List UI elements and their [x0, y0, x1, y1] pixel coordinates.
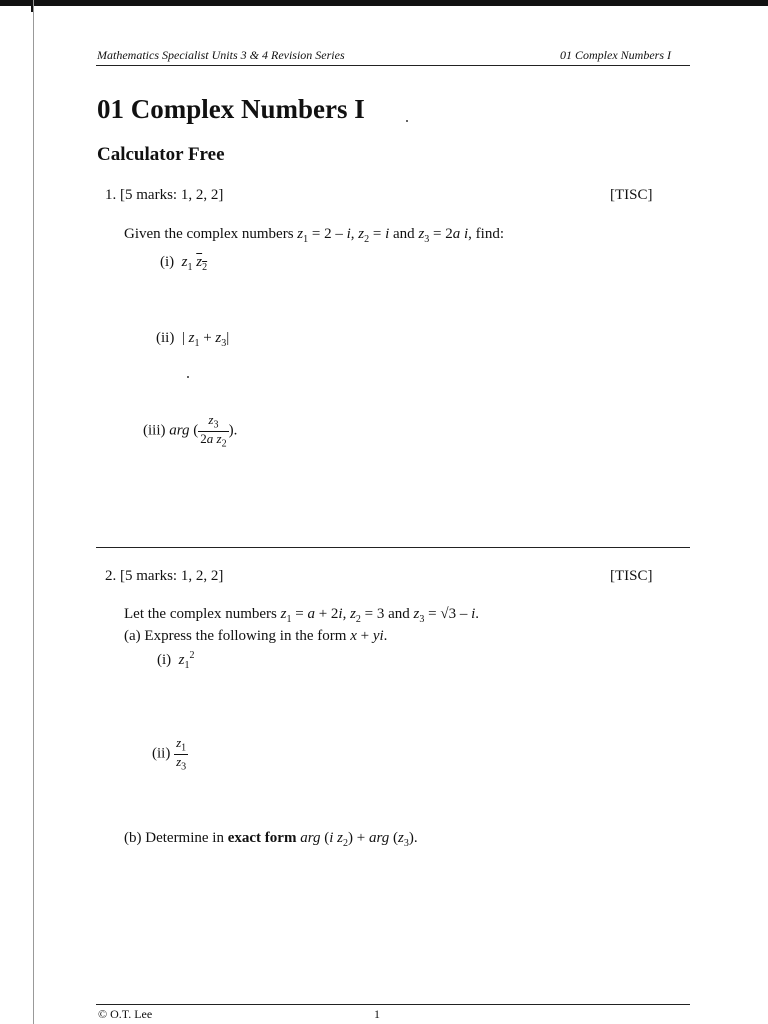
q2-part-b: (b) Determine in exact form arg (i $z_2$) + arg $(z_3)$. [124, 830, 418, 849]
q1-stem: Given the complex numbers $z_1 = 2 - i$, $z_2 = i$ and $z_3 = 2a$ i, find: [124, 226, 505, 245]
fraction: $\frac{z_3}{2a z_2}$ [200, 412, 227, 450]
q1-part-i: (i) $z_1$ $z_2$ [160, 254, 208, 273]
q2-part-a-i: (i) $z_1^2$ [157, 650, 195, 671]
scan-top-edge [0, 0, 768, 6]
page-title: 01 Complex Numbers I [97, 94, 365, 124]
q1-source: [TISC] [610, 187, 653, 203]
speck [406, 120, 408, 122]
q2-stem: Let the complex numbers $z_1 = a + 2i$, $z_2 = 3$ and $z_3 = √3 - i$. [124, 606, 480, 625]
q2-source: [TISC] [610, 568, 653, 584]
speck [187, 376, 189, 378]
running-header-right: 01 Complex Numbers I [560, 48, 671, 62]
section-title: Calculator Free [97, 144, 225, 165]
header-rule [96, 65, 690, 66]
q1-part-ii: (ii) | $z_1 + z_3|$ [156, 330, 230, 349]
q1-heading: 1. [5 marks: 1, 2, 2] [105, 187, 224, 203]
q2-part-a-ii: (ii) $\frac{z_1}{z_3}$ [152, 735, 187, 773]
q2-heading: 2. [5 marks: 1, 2, 2] [105, 568, 224, 584]
q2-part-a: (a) Express the following in the form x + yi. [124, 628, 388, 644]
fraction: $\frac{z_1}{z_3}$ [176, 735, 187, 773]
footer-rule [96, 1004, 690, 1005]
scan-notch [31, 2, 33, 12]
question-divider [96, 547, 690, 548]
copyright: © O.T. Lee [98, 1007, 153, 1021]
running-header-left: Mathematics Specialist Units 3 & 4 Revision Series [97, 48, 345, 62]
scan-left-edge [33, 0, 34, 1024]
q1-part-iii: (iii) arg ( $\frac{z_3}{2a z_2}$ ). [143, 412, 238, 450]
page-number: 1 [374, 1007, 380, 1021]
